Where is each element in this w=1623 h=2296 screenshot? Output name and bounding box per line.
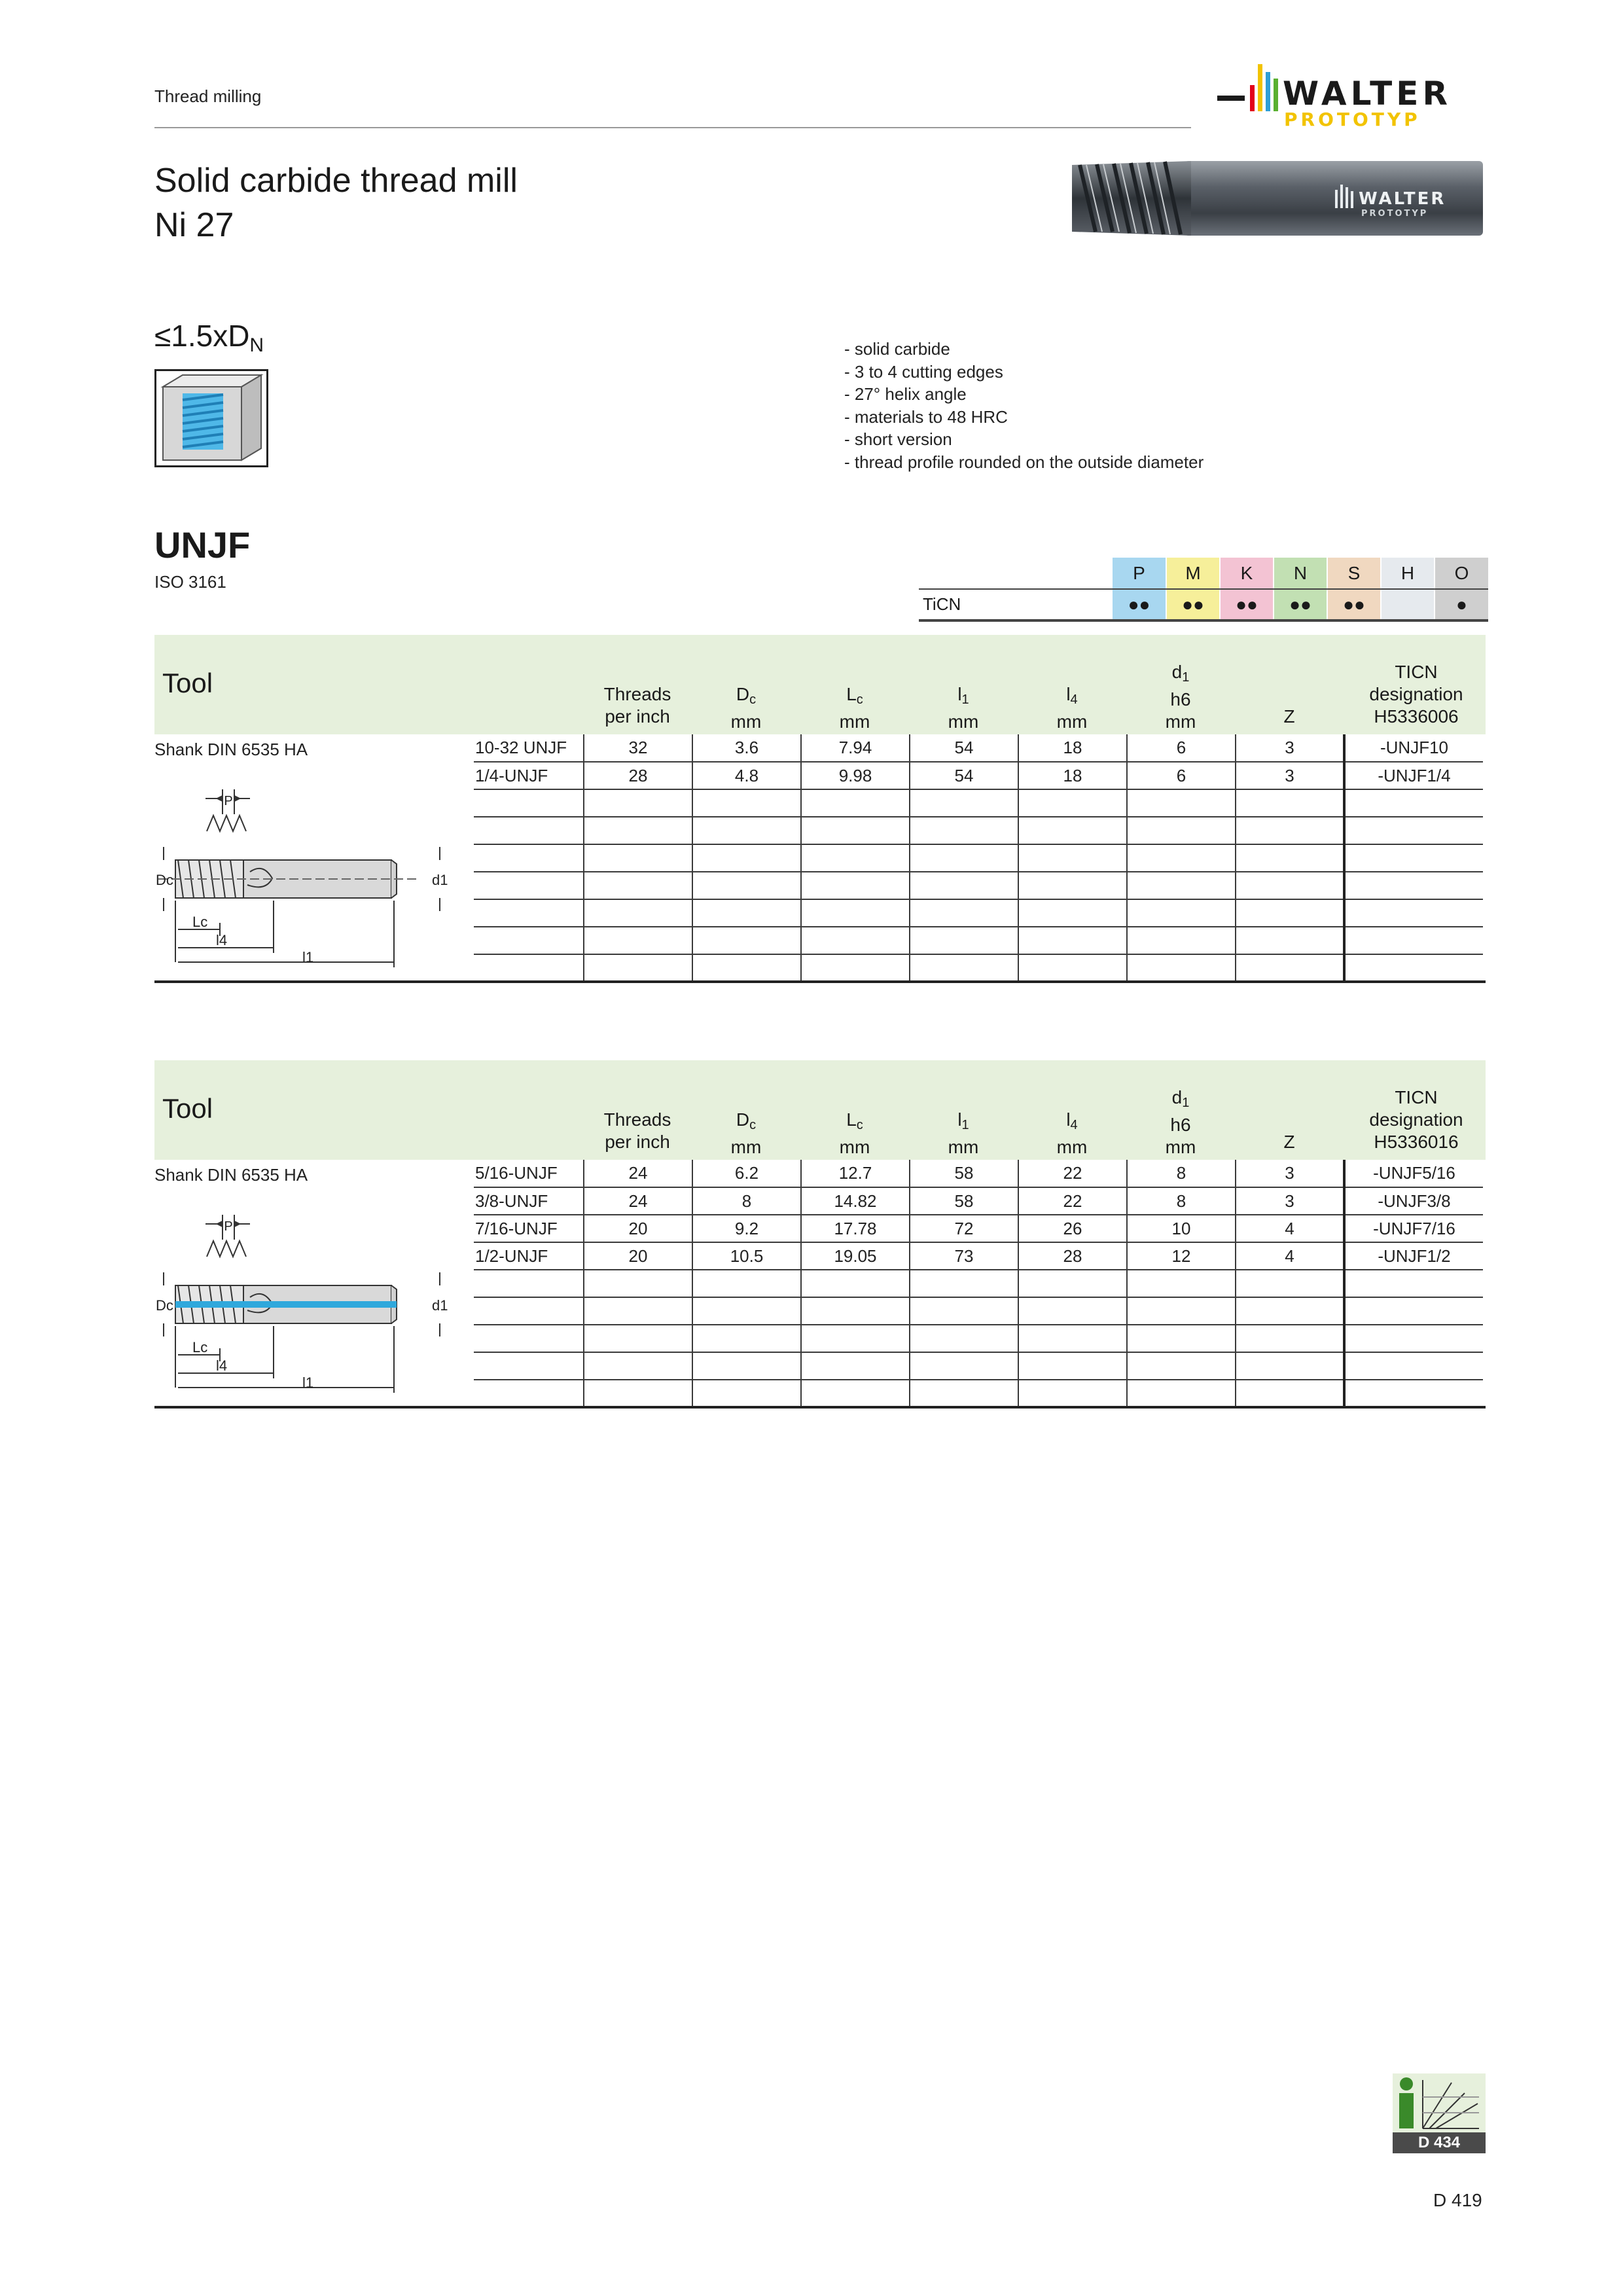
d1-value xyxy=(1127,1352,1236,1380)
thread-standard: UNJF xyxy=(154,524,251,565)
d1-value: 12 xyxy=(1127,1242,1236,1270)
product-subtitle: Ni 27 xyxy=(154,206,234,244)
dc-value xyxy=(692,1270,801,1297)
table-row xyxy=(474,1242,1483,1270)
l4-value xyxy=(1018,817,1127,844)
d1-value xyxy=(1127,1270,1236,1297)
threads-per-inch: 24 xyxy=(584,1160,692,1187)
walter-logo xyxy=(1217,60,1492,132)
material-group-k: K xyxy=(1220,558,1274,589)
table-row xyxy=(474,1187,1483,1215)
table-row-empty xyxy=(474,817,1483,844)
col-l1: $l_1$ mm xyxy=(948,684,979,732)
lc-value xyxy=(801,1325,910,1352)
designation-code xyxy=(1344,1352,1483,1380)
dc-value xyxy=(692,789,801,817)
feature-item: - 3 to 4 cutting edges xyxy=(844,361,1003,382)
dc-value xyxy=(692,954,801,982)
z-value xyxy=(1236,1380,1344,1407)
threads-per-inch xyxy=(584,899,692,927)
l1-value xyxy=(910,789,1018,817)
l4-value xyxy=(1018,927,1127,954)
product-title: Solid carbide thread mill xyxy=(154,162,518,200)
l1-value: 54 xyxy=(910,734,1018,762)
z-value xyxy=(1236,954,1344,982)
threads-per-inch xyxy=(584,817,692,844)
table-row xyxy=(474,1160,1483,1187)
designation-code: -UNJF5/16 xyxy=(1344,1160,1483,1187)
dc-value: 6.2 xyxy=(692,1160,801,1187)
dc-value: 3.6 xyxy=(692,734,801,762)
material-group-o: O xyxy=(1435,558,1488,589)
designation-code xyxy=(1344,927,1483,954)
svg-text:d1: d1 xyxy=(432,872,448,888)
tool-heading: Tool xyxy=(162,668,213,698)
threads-per-inch xyxy=(584,1380,692,1407)
thread-size xyxy=(474,927,584,954)
d1-value xyxy=(1127,817,1236,844)
table-row-empty xyxy=(474,1325,1483,1352)
thread-size xyxy=(474,954,584,982)
d1-value xyxy=(1127,1325,1236,1352)
svg-text:Lc: Lc xyxy=(192,1339,208,1355)
thread-size: 1/2-UNJF xyxy=(474,1242,584,1270)
l4-value xyxy=(1018,899,1127,927)
table-row-empty xyxy=(474,789,1483,817)
logo-bars-icon xyxy=(1217,60,1283,132)
lc-value xyxy=(801,1380,910,1407)
threads-per-inch xyxy=(584,1297,692,1325)
rating-h xyxy=(1381,589,1435,620)
designation-code: -UNJF1/4 xyxy=(1344,762,1483,789)
table-row-empty xyxy=(474,1380,1483,1407)
thread-size xyxy=(474,899,584,927)
threads-per-inch xyxy=(584,789,692,817)
col-z: Z xyxy=(1283,1132,1295,1152)
table-row-empty xyxy=(474,899,1483,927)
threads-per-inch xyxy=(584,844,692,872)
svg-text:Dc: Dc xyxy=(156,1297,173,1314)
z-value: 3 xyxy=(1236,1187,1344,1215)
threads-per-inch xyxy=(584,954,692,982)
svg-text:P: P xyxy=(224,794,233,808)
lc-value xyxy=(801,1270,910,1297)
table-row xyxy=(474,762,1483,789)
col-d1: $d_1$ h6 mm xyxy=(1165,1087,1196,1157)
thread-size xyxy=(474,1325,584,1352)
dc-value xyxy=(692,1297,801,1325)
d1-value: 8 xyxy=(1127,1187,1236,1215)
lc-value xyxy=(801,927,910,954)
lc-value xyxy=(801,954,910,982)
table-bottom-rule xyxy=(154,980,1486,983)
material-group-h: H xyxy=(1381,558,1435,589)
info-reference[interactable]: D 434 xyxy=(1393,2132,1486,2153)
rating-n: ●● xyxy=(1274,589,1327,620)
col-z: Z xyxy=(1283,706,1295,726)
table-row-empty xyxy=(474,844,1483,872)
feature-list xyxy=(844,338,1204,474)
feature-item: - short version xyxy=(844,429,952,450)
z-value xyxy=(1236,1297,1344,1325)
threads-per-inch: 32 xyxy=(584,734,692,762)
lc-value xyxy=(801,817,910,844)
header-rule xyxy=(154,127,1191,128)
d1-value: 6 xyxy=(1127,762,1236,789)
l1-value xyxy=(910,954,1018,982)
dc-value xyxy=(692,1325,801,1352)
d1-value xyxy=(1127,899,1236,927)
blind-hole-icon xyxy=(154,369,268,467)
material-group-p: P xyxy=(1113,558,1166,589)
dc-value: 9.2 xyxy=(692,1215,801,1242)
l4-value xyxy=(1018,1297,1127,1325)
l4-value: 18 xyxy=(1018,734,1127,762)
d1-value: 8 xyxy=(1127,1160,1236,1187)
d1-value xyxy=(1127,789,1236,817)
l4-value: 22 xyxy=(1018,1160,1127,1187)
l1-value: 58 xyxy=(910,1160,1018,1187)
dc-value: 4.8 xyxy=(692,762,801,789)
designation-code xyxy=(1344,1270,1483,1297)
tool-table xyxy=(474,1160,1483,1408)
col-designation: TICN designation H5336016 xyxy=(1369,1087,1463,1152)
col-l4: $l_4$ mm xyxy=(1056,684,1088,732)
designation-code xyxy=(1344,899,1483,927)
section-title: Thread milling xyxy=(154,86,262,106)
l4-value: 22 xyxy=(1018,1187,1127,1215)
coolant-channel-icon xyxy=(175,1301,397,1308)
z-value xyxy=(1236,899,1344,927)
col-d1: $d_1$ h6 mm xyxy=(1165,662,1196,732)
feature-item: - materials to 48 HRC xyxy=(844,406,1008,427)
tool-table xyxy=(474,734,1483,982)
z-value: 4 xyxy=(1236,1215,1344,1242)
dc-value xyxy=(692,927,801,954)
shank-label: Shank DIN 6535 HA xyxy=(154,1165,308,1185)
iso-standard: ISO 3161 xyxy=(154,572,226,592)
lc-value xyxy=(801,789,910,817)
feature-item: - solid carbide xyxy=(844,339,950,359)
col-designation: TICN designation H5336006 xyxy=(1369,662,1463,726)
l4-value xyxy=(1018,789,1127,817)
l4-value xyxy=(1018,1270,1127,1297)
l4-value: 26 xyxy=(1018,1215,1127,1242)
designation-code xyxy=(1344,954,1483,982)
logo-sub: PROTOTYP xyxy=(1284,109,1421,130)
d1-value xyxy=(1127,954,1236,982)
l1-value xyxy=(910,817,1018,844)
logo-brand: WALTER xyxy=(1283,75,1452,113)
l4-value xyxy=(1018,1380,1127,1407)
col-l4: $l_4$ mm xyxy=(1056,1109,1088,1157)
thread-size xyxy=(474,1297,584,1325)
dc-value xyxy=(692,1380,801,1407)
z-value xyxy=(1236,1352,1344,1380)
l4-value xyxy=(1018,844,1127,872)
dc-value: 8 xyxy=(692,1187,801,1215)
col-lc: $L_c$ mm xyxy=(839,1109,870,1157)
dc-value xyxy=(692,899,801,927)
d1-value xyxy=(1127,872,1236,899)
z-value xyxy=(1236,789,1344,817)
lc-value xyxy=(801,1352,910,1380)
threads-per-inch: 20 xyxy=(584,1215,692,1242)
threads-per-inch xyxy=(584,1270,692,1297)
page-number: D 419 xyxy=(1433,2190,1482,2210)
svg-text:l4: l4 xyxy=(216,932,228,948)
coating-label: TiCN xyxy=(919,589,1113,620)
rating-o: ● xyxy=(1435,589,1488,620)
l1-value xyxy=(910,927,1018,954)
dc-value xyxy=(692,1352,801,1380)
designation-code: -UNJF3/8 xyxy=(1344,1187,1483,1215)
thread-size xyxy=(474,1352,584,1380)
d1-value xyxy=(1127,927,1236,954)
lc-value xyxy=(801,872,910,899)
material-grid xyxy=(919,558,1488,622)
lc-value xyxy=(801,899,910,927)
l4-value: 18 xyxy=(1018,762,1127,789)
svg-text:Dc: Dc xyxy=(156,872,173,888)
l1-value xyxy=(910,872,1018,899)
l4-value xyxy=(1018,954,1127,982)
l4-value: 28 xyxy=(1018,1242,1127,1270)
dc-value xyxy=(692,817,801,844)
l4-value xyxy=(1018,1325,1127,1352)
lc-value: 14.82 xyxy=(801,1187,910,1215)
threads-per-inch xyxy=(584,927,692,954)
d1-value: 10 xyxy=(1127,1215,1236,1242)
threads-per-inch xyxy=(584,872,692,899)
lc-value xyxy=(801,1297,910,1325)
z-value xyxy=(1236,872,1344,899)
svg-text:l1: l1 xyxy=(302,949,314,965)
lc-value: 19.05 xyxy=(801,1242,910,1270)
lc-value: 12.7 xyxy=(801,1160,910,1187)
designation-code xyxy=(1344,1380,1483,1407)
z-value: 3 xyxy=(1236,762,1344,789)
designation-code xyxy=(1344,1325,1483,1352)
threads-per-inch xyxy=(584,1352,692,1380)
threads-per-inch: 24 xyxy=(584,1187,692,1215)
material-group-m: M xyxy=(1166,558,1220,589)
rating-k: ●● xyxy=(1220,589,1274,620)
dc-value xyxy=(692,844,801,872)
svg-text:P: P xyxy=(224,1219,233,1234)
table-row xyxy=(474,734,1483,762)
z-value xyxy=(1236,844,1344,872)
z-value xyxy=(1236,817,1344,844)
z-value: 3 xyxy=(1236,1160,1344,1187)
threads-per-inch: 20 xyxy=(584,1242,692,1270)
svg-text:WALTER: WALTER xyxy=(1359,189,1446,209)
table-bottom-rule xyxy=(154,1406,1486,1408)
svg-text:d1: d1 xyxy=(432,1297,448,1314)
lc-value: 9.98 xyxy=(801,762,910,789)
svg-text:PROTOTYP: PROTOTYP xyxy=(1361,209,1429,219)
z-value: 4 xyxy=(1236,1242,1344,1270)
dc-value: 10.5 xyxy=(692,1242,801,1270)
thread-size: 7/16-UNJF xyxy=(474,1215,584,1242)
feature-item: - 27° helix angle xyxy=(844,384,967,404)
feature-item: - thread profile rounded on the outside diameter xyxy=(844,452,1204,472)
svg-text:l1: l1 xyxy=(302,1374,314,1391)
thread-size: 3/8-UNJF xyxy=(474,1187,584,1215)
z-value xyxy=(1236,1325,1344,1352)
d1-value: 6 xyxy=(1127,734,1236,762)
thread-size: 1/4-UNJF xyxy=(474,762,584,789)
col-l1: $l_1$ mm xyxy=(948,1109,979,1157)
col-lc: $L_c$ mm xyxy=(839,684,870,732)
thread-mill-photo xyxy=(1067,157,1486,240)
l1-value: 54 xyxy=(910,762,1018,789)
rating-s: ●● xyxy=(1327,589,1381,620)
thread-size: 10-32 UNJF xyxy=(474,734,584,762)
depth-label: $\le 1.5xD_N$ xyxy=(154,319,264,356)
d1-value xyxy=(1127,1297,1236,1325)
l1-value: 72 xyxy=(910,1215,1018,1242)
designation-code: -UNJF7/16 xyxy=(1344,1215,1483,1242)
svg-text:Lc: Lc xyxy=(192,914,208,930)
col-dc: $D_c$ mm xyxy=(730,684,762,732)
material-group-n: N xyxy=(1274,558,1327,589)
thread-size xyxy=(474,817,584,844)
z-value xyxy=(1236,927,1344,954)
l1-value xyxy=(910,1270,1018,1297)
shank-label: Shank DIN 6535 HA xyxy=(154,740,308,759)
tool-heading: Tool xyxy=(162,1093,213,1124)
designation-code: -UNJF10 xyxy=(1344,734,1483,762)
lc-value: 17.78 xyxy=(801,1215,910,1242)
col-dc: $D_c$ mm xyxy=(730,1109,762,1157)
l1-value: 73 xyxy=(910,1242,1018,1270)
lc-value xyxy=(801,844,910,872)
designation-code xyxy=(1344,817,1483,844)
thread-size xyxy=(474,789,584,817)
col-threads: Threads per inch xyxy=(603,1109,671,1152)
l1-value xyxy=(910,844,1018,872)
thread-size: 5/16-UNJF xyxy=(474,1160,584,1187)
threads-per-inch xyxy=(584,1325,692,1352)
l1-value xyxy=(910,1297,1018,1325)
material-group-s: S xyxy=(1327,558,1381,589)
designation-code xyxy=(1344,844,1483,872)
l4-value xyxy=(1018,872,1127,899)
col-threads: Threads per inch xyxy=(603,684,671,726)
l1-value xyxy=(910,1380,1018,1407)
l1-value xyxy=(910,899,1018,927)
tool-dimension-drawing xyxy=(152,772,453,969)
thread-size xyxy=(474,1380,584,1407)
designation-code xyxy=(1344,789,1483,817)
table-row-empty xyxy=(474,1297,1483,1325)
z-value: 3 xyxy=(1236,734,1344,762)
d1-value xyxy=(1127,844,1236,872)
svg-text:l4: l4 xyxy=(216,1357,228,1374)
l1-value xyxy=(910,1352,1018,1380)
table-row xyxy=(474,1215,1483,1242)
table-row-empty xyxy=(474,927,1483,954)
tool-dimension-drawing-coolant xyxy=(152,1198,453,1394)
l1-value: 58 xyxy=(910,1187,1018,1215)
designation-code xyxy=(1344,872,1483,899)
table-row-empty xyxy=(474,954,1483,982)
dc-value xyxy=(692,872,801,899)
l4-value xyxy=(1018,1352,1127,1380)
rating-m: ●● xyxy=(1166,589,1220,620)
lc-value: 7.94 xyxy=(801,734,910,762)
table-row-empty xyxy=(474,1270,1483,1297)
designation-code: -UNJF1/2 xyxy=(1344,1242,1483,1270)
threads-per-inch: 28 xyxy=(584,762,692,789)
thread-size xyxy=(474,1270,584,1297)
table-row-empty xyxy=(474,872,1483,899)
z-value xyxy=(1236,1270,1344,1297)
thread-size xyxy=(474,844,584,872)
rating-p: ●● xyxy=(1113,589,1166,620)
designation-code xyxy=(1344,1297,1483,1325)
l1-value xyxy=(910,1325,1018,1352)
d1-value xyxy=(1127,1380,1236,1407)
thread-size xyxy=(474,872,584,899)
table-row-empty xyxy=(474,1352,1483,1380)
